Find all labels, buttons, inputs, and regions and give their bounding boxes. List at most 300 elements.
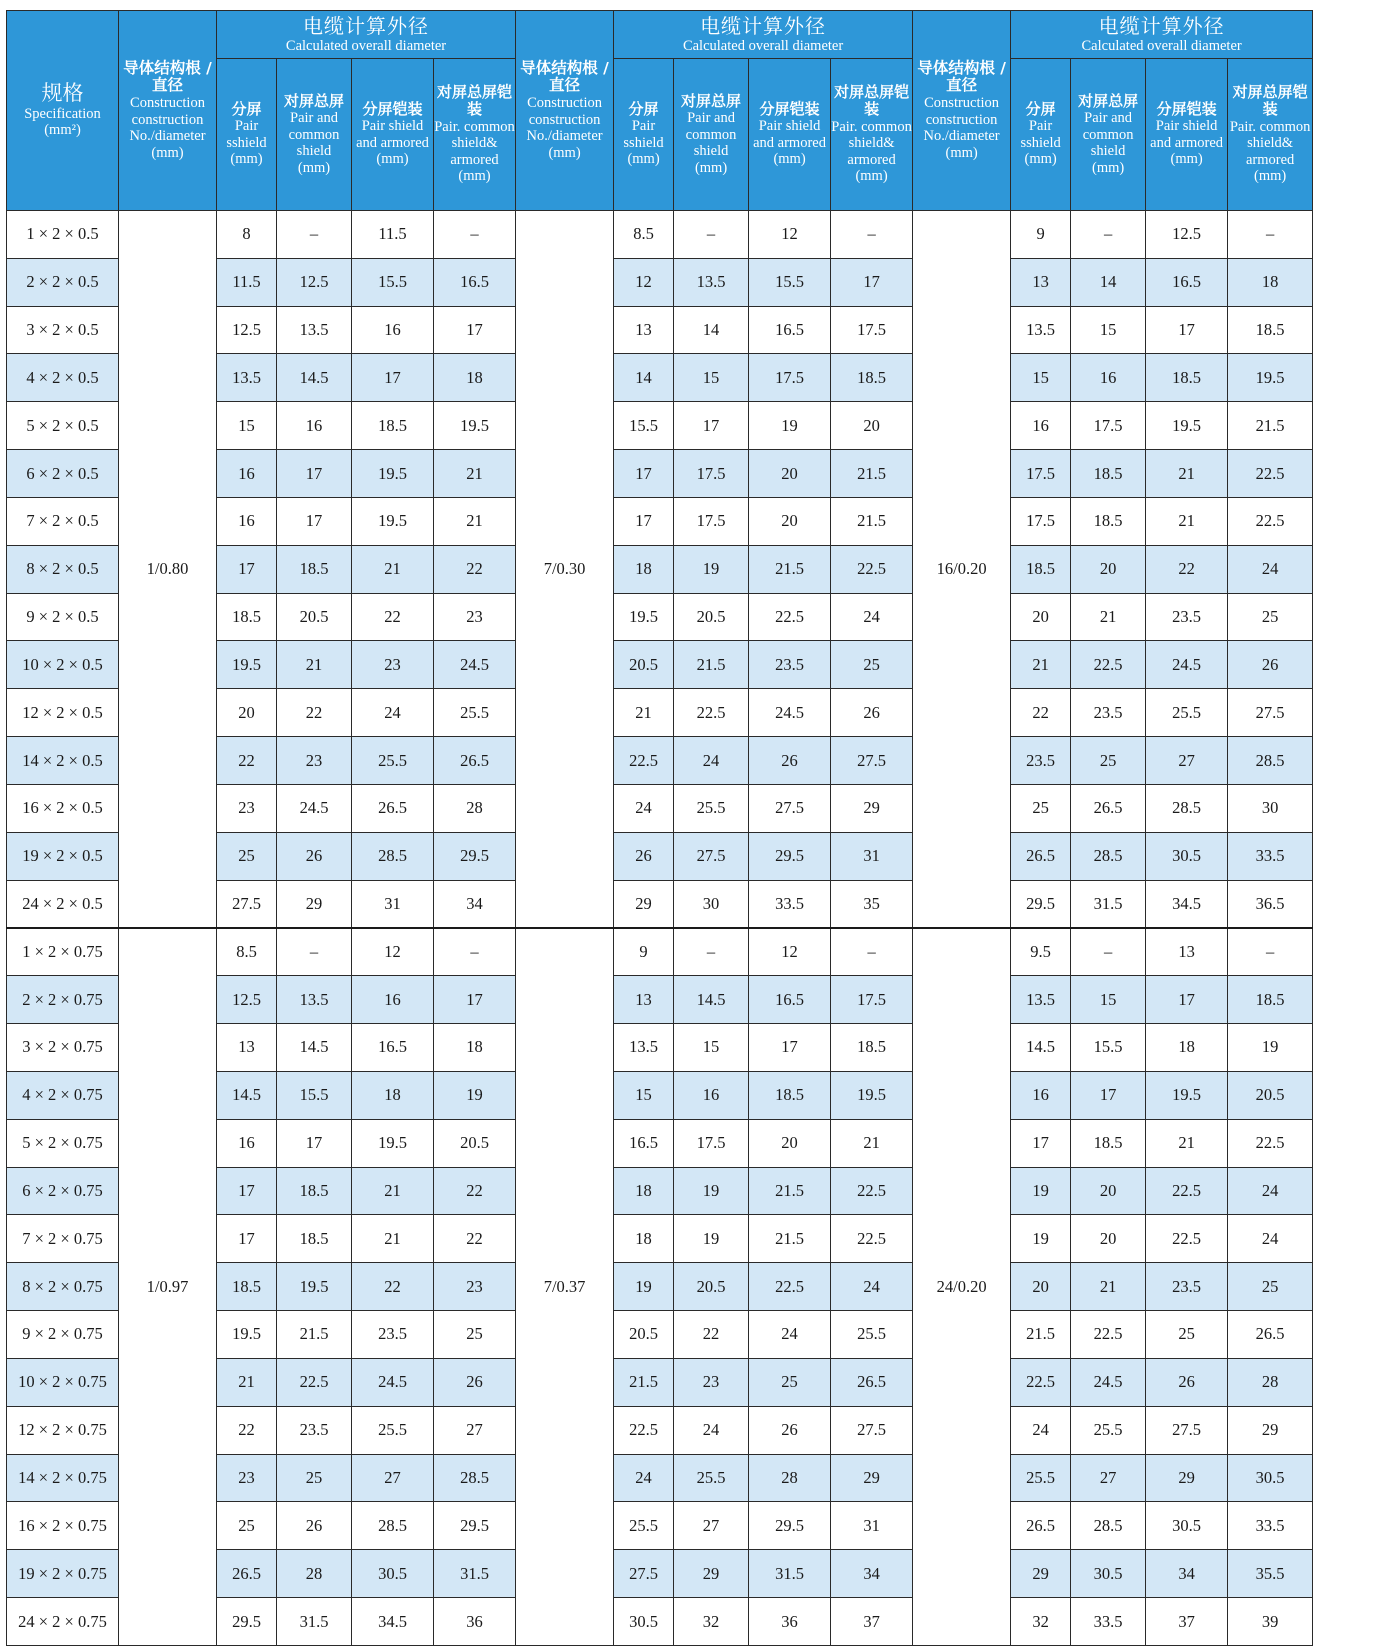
spec-cell: 16 × 2 × 0.5 [7, 784, 119, 832]
diameter-cell: 30.5 [1146, 1502, 1228, 1550]
diameter-cell: 22 [674, 1311, 749, 1359]
diameter-cell: 15 [1071, 976, 1146, 1024]
diameter-cell: 12 [749, 211, 831, 259]
diameter-cell: 16 [277, 402, 352, 450]
diameter-cell: 19.5 [352, 450, 434, 498]
diameter-cell: 28.5 [434, 1454, 516, 1502]
diameter-cell: 30.5 [1146, 832, 1228, 880]
diameter-cell: 21 [1071, 1263, 1146, 1311]
diameter-cell: 25.5 [352, 737, 434, 785]
diameter-cell: 31.5 [277, 1598, 352, 1646]
pair-shield-header: 分屏 Pair sshield (mm) [1011, 59, 1071, 211]
diameter-cell: 17 [614, 450, 674, 498]
diameter-cell: – [277, 211, 352, 259]
diameter-cell: 15.5 [352, 258, 434, 306]
diameter-cell: 31 [831, 1502, 913, 1550]
diameter-cell: – [1228, 928, 1313, 976]
spec-cell: 24 × 2 × 0.75 [7, 1598, 119, 1646]
diameter-cell: 17.5 [1011, 497, 1071, 545]
diameter-cell: 30 [1228, 784, 1313, 832]
diameter-cell: 14 [674, 306, 749, 354]
diameter-cell: 24 [749, 1311, 831, 1359]
diameter-cell: 16.5 [1146, 258, 1228, 306]
diameter-cell: 22.5 [674, 689, 749, 737]
diameter-cell: 25.5 [1071, 1406, 1146, 1454]
spec-cell: 6 × 2 × 0.75 [7, 1167, 119, 1215]
diameter-cell: 21.5 [749, 545, 831, 593]
diameter-cell: 20 [831, 402, 913, 450]
diameter-cell: 29 [614, 880, 674, 928]
diameter-cell: 19.5 [1146, 1071, 1228, 1119]
diameter-cell: 13 [614, 976, 674, 1024]
spec-cell: 3 × 2 × 0.5 [7, 306, 119, 354]
diameter-cell: 28 [749, 1454, 831, 1502]
spec-cell: 2 × 2 × 0.75 [7, 976, 119, 1024]
diameter-cell: 37 [831, 1598, 913, 1646]
diameter-cell: 27 [434, 1406, 516, 1454]
diameter-cell: 20.5 [1228, 1071, 1313, 1119]
diameter-cell: 22.5 [1228, 1119, 1313, 1167]
diameter-cell: 26.5 [1011, 1502, 1071, 1550]
diameter-cell: 20 [1011, 593, 1071, 641]
diameter-cell: 21.5 [1011, 1311, 1071, 1359]
spec-cell: 19 × 2 × 0.5 [7, 832, 119, 880]
diameter-cell: 23 [352, 641, 434, 689]
diameter-cell: 24.5 [352, 1358, 434, 1406]
diameter-cell: 24.5 [434, 641, 516, 689]
diameter-cell: 22 [434, 1215, 516, 1263]
diameter-cell: 26.5 [1071, 784, 1146, 832]
diameter-cell: 28 [1228, 1358, 1313, 1406]
diameter-cell: 17 [277, 450, 352, 498]
diameter-cell: 18 [434, 1024, 516, 1072]
diameter-cell: 35.5 [1228, 1550, 1313, 1598]
diameter-cell: 27.5 [1228, 689, 1313, 737]
diameter-cell: 21 [1146, 1119, 1228, 1167]
diameter-cell: 36 [749, 1598, 831, 1646]
table-row [7, 211, 1313, 259]
diameter-cell: 26 [1146, 1358, 1228, 1406]
diameter-cell: 34.5 [1146, 880, 1228, 928]
diameter-cell: 26 [434, 1358, 516, 1406]
diameter-cell: 12 [614, 258, 674, 306]
diameter-cell: 22.5 [1011, 1358, 1071, 1406]
diameter-cell: 32 [1011, 1598, 1071, 1646]
diameter-cell: 22.5 [1228, 450, 1313, 498]
diameter-cell: 35 [831, 880, 913, 928]
diameter-cell: 24 [614, 784, 674, 832]
diameter-cell: 21 [1011, 641, 1071, 689]
diameter-cell: 29 [277, 880, 352, 928]
diameter-cell: 13.5 [217, 354, 277, 402]
diameter-cell: 17.5 [1071, 402, 1146, 450]
diameter-cell: 24 [1011, 1406, 1071, 1454]
diameter-cell: 17.5 [674, 450, 749, 498]
diameter-cell: 12.5 [217, 306, 277, 354]
diameter-cell: 25 [1011, 784, 1071, 832]
spec-cell: 1 × 2 × 0.5 [7, 211, 119, 259]
diameter-cell: 21 [434, 450, 516, 498]
pair-shield-armored-header: 分屏铠装 Pair shield and armored (mm) [1146, 59, 1228, 211]
diameter-cell: 21 [217, 1358, 277, 1406]
diameter-cell: 11.5 [217, 258, 277, 306]
diameter-cell: 25 [434, 1311, 516, 1359]
pair-common-shield-header: 对屏总屏 Pair and common shield (mm) [674, 59, 749, 211]
diameter-cell: 20.5 [277, 593, 352, 641]
diameter-cell: 18.5 [1071, 1119, 1146, 1167]
diameter-cell: 18 [352, 1071, 434, 1119]
diameter-cell: 17.5 [674, 497, 749, 545]
diameter-cell: 14.5 [1011, 1024, 1071, 1072]
diameter-cell: 26 [277, 832, 352, 880]
diameter-cell: 26.5 [352, 784, 434, 832]
cable-diameter-table [6, 10, 1313, 1646]
diameter-cell: 27.5 [674, 832, 749, 880]
diameter-cell: 22.5 [277, 1358, 352, 1406]
diameter-cell: 17 [277, 1119, 352, 1167]
diameter-cell: 21 [277, 641, 352, 689]
construction-cell: 7/0.37 [516, 928, 614, 1646]
diameter-cell: 29 [1011, 1550, 1071, 1598]
construction-header: 导体结构根 / 直径 Construction construction No./diameter (mm) [516, 11, 614, 211]
diameter-cell: 22.5 [831, 545, 913, 593]
diameter-cell: 13.5 [1011, 306, 1071, 354]
diameter-cell: 13.5 [614, 1024, 674, 1072]
diameter-cell: 17 [277, 497, 352, 545]
diameter-cell: 27 [1071, 1454, 1146, 1502]
diameter-cell: 17 [831, 258, 913, 306]
diameter-cell: 13 [1011, 258, 1071, 306]
diameter-cell: 22.5 [1146, 1215, 1228, 1263]
diameter-cell: 24.5 [1146, 641, 1228, 689]
spec-cell: 9 × 2 × 0.5 [7, 593, 119, 641]
diameter-cell: 27.5 [614, 1550, 674, 1598]
diameter-cell: 17 [434, 306, 516, 354]
diameter-cell: 28.5 [1228, 737, 1313, 785]
diameter-cell: 19 [674, 545, 749, 593]
diameter-cell: 36.5 [1228, 880, 1313, 928]
diameter-cell: 27 [1146, 737, 1228, 785]
diameter-cell: 24 [1228, 1215, 1313, 1263]
diameter-cell: 23.5 [1146, 1263, 1228, 1311]
diameter-cell: 25 [749, 1358, 831, 1406]
diameter-cell: 25.5 [1146, 689, 1228, 737]
diameter-cell: 22 [277, 689, 352, 737]
diameter-cell: 13 [614, 306, 674, 354]
diameter-cell: 23 [217, 1454, 277, 1502]
diameter-cell: 24 [1228, 1167, 1313, 1215]
diameter-cell: 19 [1011, 1215, 1071, 1263]
diameter-cell: 16 [1071, 354, 1146, 402]
diameter-cell: 16 [217, 497, 277, 545]
diameter-cell: 29 [831, 784, 913, 832]
diameter-cell: 8.5 [614, 211, 674, 259]
diameter-cell: 15.5 [614, 402, 674, 450]
diameter-cell: 21 [1071, 593, 1146, 641]
diameter-cell: 9.5 [1011, 928, 1071, 976]
diameter-cell: 17 [217, 1167, 277, 1215]
diameter-cell: 14 [614, 354, 674, 402]
diameter-cell: 22.5 [831, 1167, 913, 1215]
spec-cell: 7 × 2 × 0.75 [7, 1215, 119, 1263]
diameter-cell: 26 [831, 689, 913, 737]
diameter-cell: 21 [614, 689, 674, 737]
diameter-cell: 28.5 [352, 832, 434, 880]
diameter-cell: 18.5 [277, 545, 352, 593]
diameter-cell: 18.5 [1071, 497, 1146, 545]
diameter-cell: 21.5 [1228, 402, 1313, 450]
diameter-cell: 18.5 [217, 593, 277, 641]
construction-header: 导体结构根 / 直径 Construction construction No./diameter (mm) [119, 11, 217, 211]
diameter-cell: 28 [434, 784, 516, 832]
diameter-cell: 26 [1228, 641, 1313, 689]
diameter-cell: 19.5 [1228, 354, 1313, 402]
diameter-cell: 26.5 [1228, 1311, 1313, 1359]
diameter-cell: 24 [352, 689, 434, 737]
diameter-cell: 29.5 [217, 1598, 277, 1646]
diameter-cell: 30.5 [352, 1550, 434, 1598]
spec-cell: 10 × 2 × 0.5 [7, 641, 119, 689]
diameter-cell: 17 [614, 497, 674, 545]
overall-diameter-header: 电缆计算外径 Calculated overall diameter [614, 11, 913, 59]
diameter-cell: 18.5 [277, 1167, 352, 1215]
pair-shield-armored-header: 分屏铠装 Pair shield and armored (mm) [749, 59, 831, 211]
spec-header: 规格 Specification (mm²) [7, 11, 119, 211]
diameter-cell: 15 [1071, 306, 1146, 354]
diameter-cell: 19.5 [831, 1071, 913, 1119]
diameter-cell: 22 [1011, 689, 1071, 737]
diameter-cell: 14 [1071, 258, 1146, 306]
diameter-cell: 24.5 [277, 784, 352, 832]
diameter-cell: 25.5 [831, 1311, 913, 1359]
pair-common-shield-header: 对屏总屏 Pair and common shield (mm) [1071, 59, 1146, 211]
table-row [7, 928, 1313, 976]
diameter-cell: 22 [352, 593, 434, 641]
construction-header: 导体结构根 / 直径 Construction construction No./diameter (mm) [913, 11, 1011, 211]
diameter-cell: 25 [217, 832, 277, 880]
diameter-cell: 16.5 [352, 1024, 434, 1072]
diameter-cell: 28 [277, 1550, 352, 1598]
diameter-cell: 19 [1011, 1167, 1071, 1215]
diameter-cell: 18.5 [277, 1215, 352, 1263]
diameter-cell: 16 [352, 976, 434, 1024]
diameter-cell: 20 [749, 1119, 831, 1167]
diameter-cell: 29.5 [1011, 880, 1071, 928]
diameter-cell: 23.5 [1146, 593, 1228, 641]
diameter-cell: 17 [217, 545, 277, 593]
diameter-cell: – [674, 211, 749, 259]
diameter-cell: 25 [1071, 737, 1146, 785]
diameter-cell: 22.5 [1071, 1311, 1146, 1359]
diameter-cell: – [1228, 211, 1313, 259]
spec-cell: 5 × 2 × 0.5 [7, 402, 119, 450]
diameter-cell: 24 [1228, 545, 1313, 593]
diameter-cell: 20 [1071, 1215, 1146, 1263]
diameter-cell: 21.5 [674, 641, 749, 689]
diameter-cell: 15 [614, 1071, 674, 1119]
diameter-cell: 23.5 [749, 641, 831, 689]
diameter-cell: 26 [749, 737, 831, 785]
diameter-cell: 15.5 [749, 258, 831, 306]
diameter-cell: 19.5 [614, 593, 674, 641]
diameter-cell: 19 [674, 1167, 749, 1215]
diameter-cell: 29.5 [434, 832, 516, 880]
diameter-cell: 17.5 [674, 1119, 749, 1167]
diameter-cell: 18 [1146, 1024, 1228, 1072]
spec-cell: 19 × 2 × 0.75 [7, 1550, 119, 1598]
diameter-cell: 25 [1146, 1311, 1228, 1359]
diameter-cell: 18.5 [1071, 450, 1146, 498]
diameter-cell: 22.5 [749, 593, 831, 641]
diameter-cell: 27.5 [217, 880, 277, 928]
diameter-cell: 27.5 [831, 1406, 913, 1454]
diameter-cell: 17 [217, 1215, 277, 1263]
pair-shield-header: 分屏 Pair sshield (mm) [614, 59, 674, 211]
diameter-cell: 13 [1146, 928, 1228, 976]
diameter-cell: 28.5 [1071, 1502, 1146, 1550]
diameter-cell: 16 [217, 450, 277, 498]
diameter-cell: 19.5 [352, 497, 434, 545]
diameter-cell: 19.5 [277, 1263, 352, 1311]
spec-cell: 4 × 2 × 0.5 [7, 354, 119, 402]
diameter-cell: – [1071, 211, 1146, 259]
diameter-cell: 18 [1228, 258, 1313, 306]
diameter-cell: – [277, 928, 352, 976]
diameter-cell: 20.5 [614, 1311, 674, 1359]
diameter-cell: 20 [749, 450, 831, 498]
spec-cell: 5 × 2 × 0.75 [7, 1119, 119, 1167]
diameter-cell: 19 [749, 402, 831, 450]
spec-cell: 10 × 2 × 0.75 [7, 1358, 119, 1406]
diameter-cell: 22 [217, 737, 277, 785]
diameter-cell: 29.5 [749, 1502, 831, 1550]
diameter-cell: 9 [1011, 211, 1071, 259]
diameter-cell: 13.5 [674, 258, 749, 306]
diameter-cell: 17 [749, 1024, 831, 1072]
spec-cell: 14 × 2 × 0.5 [7, 737, 119, 785]
pair-shield-armored-header: 分屏铠装 Pair shield and armored (mm) [352, 59, 434, 211]
diameter-cell: 24.5 [1071, 1358, 1146, 1406]
diameter-cell: 19.5 [217, 1311, 277, 1359]
diameter-cell: 20.5 [674, 1263, 749, 1311]
pair-shield-header: 分屏 Pair sshield (mm) [217, 59, 277, 211]
diameter-cell: 17 [674, 402, 749, 450]
diameter-cell: 16 [1011, 1071, 1071, 1119]
diameter-cell: 23 [217, 784, 277, 832]
diameter-cell: 30.5 [1071, 1550, 1146, 1598]
diameter-cell: 13.5 [1011, 976, 1071, 1024]
diameter-cell: 16.5 [749, 976, 831, 1024]
table-header [7, 11, 1313, 211]
diameter-cell: 17.5 [831, 976, 913, 1024]
diameter-cell: 17.5 [749, 354, 831, 402]
diameter-cell: 20 [1071, 1167, 1146, 1215]
diameter-cell: 21.5 [831, 450, 913, 498]
diameter-cell: 26.5 [434, 737, 516, 785]
spec-cell: 1 × 2 × 0.75 [7, 928, 119, 976]
diameter-cell: 20 [1071, 545, 1146, 593]
diameter-cell: 20.5 [434, 1119, 516, 1167]
diameter-cell: 39 [1228, 1598, 1313, 1646]
diameter-cell: 14.5 [217, 1071, 277, 1119]
diameter-cell: 21 [434, 497, 516, 545]
diameter-cell: 22 [434, 1167, 516, 1215]
diameter-cell: 22 [434, 545, 516, 593]
diameter-cell: 14.5 [277, 1024, 352, 1072]
diameter-cell: 18.5 [831, 1024, 913, 1072]
spec-cell: 14 × 2 × 0.75 [7, 1454, 119, 1502]
diameter-cell: – [434, 928, 516, 976]
diameter-cell: 26.5 [217, 1550, 277, 1598]
diameter-cell: 25 [1228, 593, 1313, 641]
diameter-cell: 31.5 [434, 1550, 516, 1598]
pair-common-shield-armored-header: 对屏总屏铠装 Pair. common shield& armored (mm) [434, 59, 516, 211]
diameter-cell: 15 [674, 354, 749, 402]
diameter-cell: 36 [434, 1598, 516, 1646]
diameter-cell: 22.5 [1071, 641, 1146, 689]
spec-cell: 12 × 2 × 0.5 [7, 689, 119, 737]
diameter-cell: 25.5 [352, 1406, 434, 1454]
spec-cell: 4 × 2 × 0.75 [7, 1071, 119, 1119]
diameter-cell: 22 [1146, 545, 1228, 593]
diameter-cell: 22 [352, 1263, 434, 1311]
diameter-cell: 20.5 [614, 641, 674, 689]
diameter-cell: 12 [352, 928, 434, 976]
diameter-cell: 20 [1011, 1263, 1071, 1311]
diameter-cell: 23.5 [352, 1311, 434, 1359]
diameter-cell: 15.5 [1071, 1024, 1146, 1072]
diameter-cell: 30.5 [1228, 1454, 1313, 1502]
diameter-cell: 23.5 [1011, 737, 1071, 785]
diameter-cell: 29 [1228, 1406, 1313, 1454]
pair-common-shield-armored-header: 对屏总屏铠装 Pair. common shield& armored (mm) [1228, 59, 1313, 211]
diameter-cell: 16.5 [749, 306, 831, 354]
spec-cell: 9 × 2 × 0.75 [7, 1311, 119, 1359]
diameter-cell: 17 [1011, 1119, 1071, 1167]
pair-common-shield-header: 对屏总屏 Pair and common shield (mm) [277, 59, 352, 211]
diameter-cell: 24 [614, 1454, 674, 1502]
diameter-cell: – [674, 928, 749, 976]
diameter-cell: 16 [217, 1119, 277, 1167]
diameter-cell: 27 [352, 1454, 434, 1502]
diameter-cell: 16.5 [614, 1119, 674, 1167]
overall-diameter-header: 电缆计算外径 Calculated overall diameter [217, 11, 516, 59]
spec-cell: 8 × 2 × 0.75 [7, 1263, 119, 1311]
spec-cell: 8 × 2 × 0.5 [7, 545, 119, 593]
diameter-cell: 22.5 [1228, 497, 1313, 545]
pair-common-shield-armored-header: 对屏总屏铠装 Pair. common shield& armored (mm) [831, 59, 913, 211]
diameter-cell: 25.5 [674, 784, 749, 832]
diameter-cell: 32 [674, 1598, 749, 1646]
diameter-cell: 8 [217, 211, 277, 259]
spec-cell: 7 × 2 × 0.5 [7, 497, 119, 545]
diameter-cell: 19 [1228, 1024, 1313, 1072]
construction-cell: 24/0.20 [913, 928, 1011, 1646]
diameter-cell: 24 [674, 1406, 749, 1454]
diameter-cell: 18 [614, 1215, 674, 1263]
diameter-cell: 17.5 [831, 306, 913, 354]
diameter-cell: 19.5 [352, 1119, 434, 1167]
diameter-cell: 23 [674, 1358, 749, 1406]
diameter-cell: 15.5 [277, 1071, 352, 1119]
diameter-cell: 23.5 [277, 1406, 352, 1454]
diameter-cell: 22.5 [614, 737, 674, 785]
diameter-cell: 26.5 [1011, 832, 1071, 880]
diameter-cell: 14.5 [674, 976, 749, 1024]
diameter-cell: 30.5 [614, 1598, 674, 1646]
diameter-cell: 28.5 [352, 1502, 434, 1550]
diameter-cell: 31 [831, 832, 913, 880]
